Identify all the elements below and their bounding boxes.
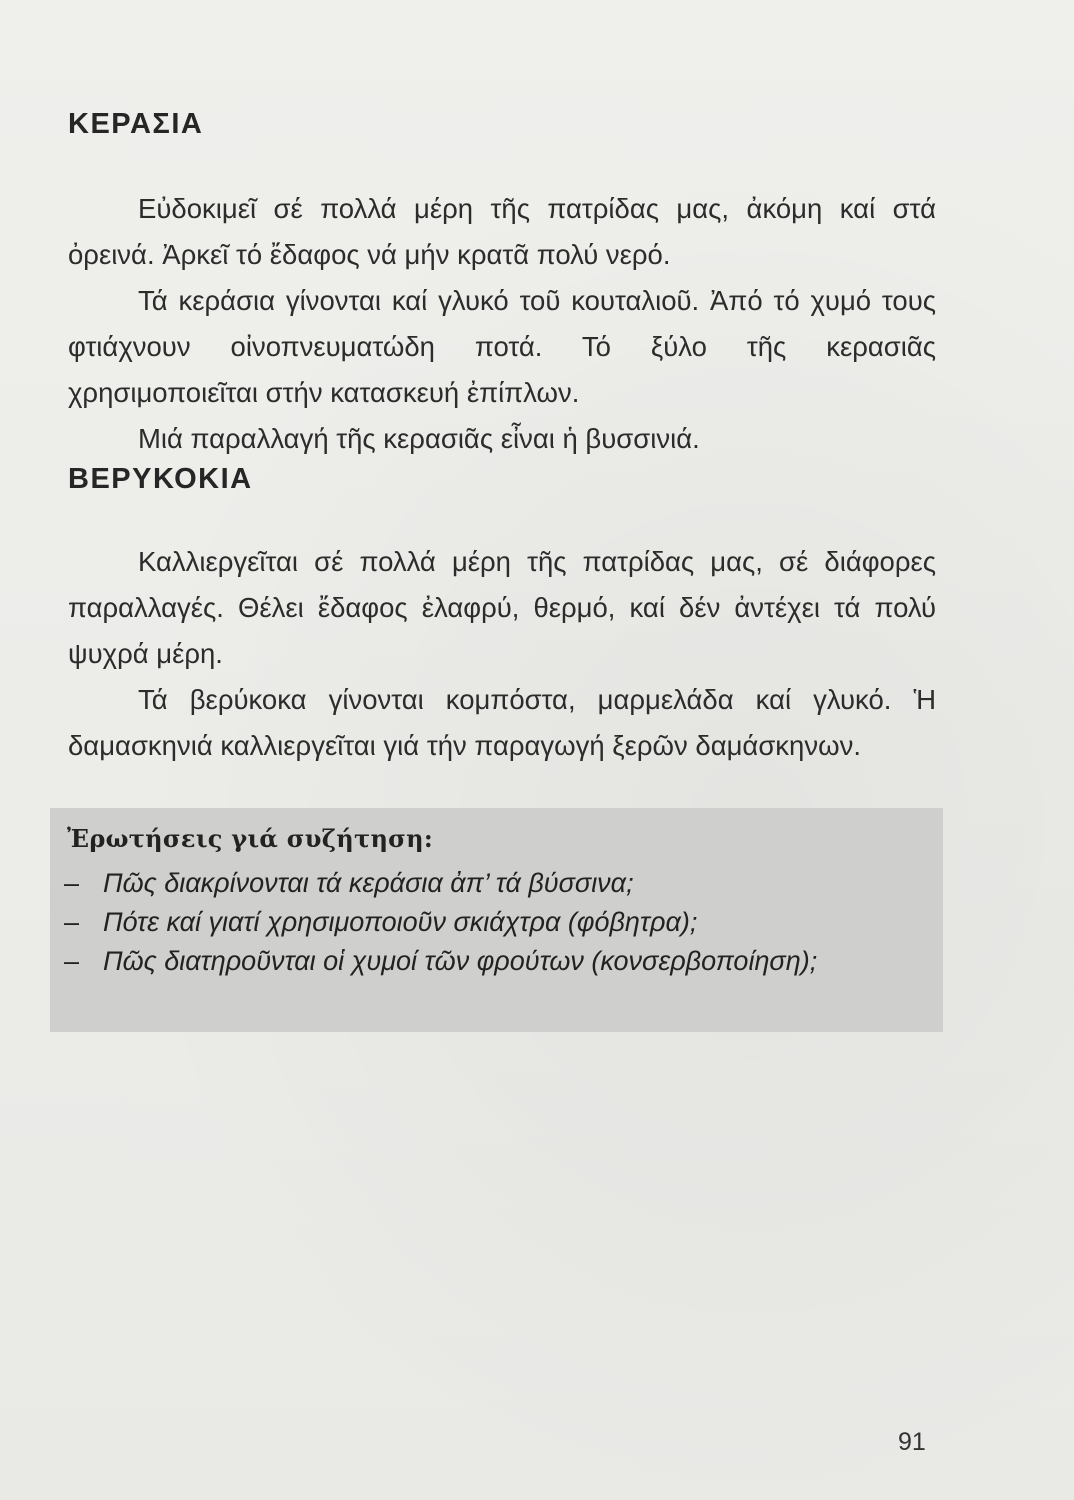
dash-bullet: –: [64, 946, 80, 976]
dash-bullet: –: [64, 868, 80, 898]
questions-list: [64, 864, 926, 981]
heading-cherries: ΚΕΡΑΣΙΑ: [68, 108, 204, 140]
discussion-questions-box: [50, 808, 943, 1032]
cherries-paragraph-3: Μιά παραλλαγή τῆς κερασιᾶς εἶναι ἡ βυσσινιά.: [138, 423, 700, 454]
cherries-text: [68, 186, 936, 462]
question-item: [64, 903, 926, 942]
apricots-text: [68, 539, 936, 769]
questions-title: Ἐρωτήσεις γιά συζήτηση:: [67, 824, 434, 853]
question-text: Πῶς διακρίνονται τά κεράσια ἀπ’ τά βύσσινα;: [103, 868, 634, 898]
question-item: [64, 864, 926, 903]
dash-bullet: –: [64, 907, 80, 937]
question-text: Πῶς διατηροῦνται οἱ χυμοί τῶν φρούτων (κονσερβοποίηση);: [103, 946, 818, 976]
apricots-paragraph-2: Τά βερύκοκα γίνονται κομπόστα, μαρμελάδα καί γλυκό. Ἡ δαμασκηνιά καλλιεργεῖται γιά τήν παραγωγή ξερῶν δαμάσκηνων.: [68, 684, 936, 761]
cherries-paragraph-1: Εὐδοκιμεῖ σέ πολλά μέρη τῆς πατρίδας μας, ἀκόμη καί στά ὀρεινά. Ἀρκεῖ τό ἔδαφος νά μήν κρατᾶ πολύ νερό.: [68, 193, 936, 270]
apricots-paragraph-1: Καλλιεργεῖται σέ πολλά μέρη τῆς πατρίδας μας, σέ διάφορες παραλλαγές. Θέλει ἔδαφος ἐλαφρύ, θερμό, καί δέν ἀντέχει τά πολύ ψυχρά μέρη.: [68, 546, 936, 669]
heading-apricots: ΒΕΡΥΚΟΚΙΑ: [68, 463, 253, 495]
question-text: Πότε καί γιατί χρησιμοποιοῦν σκιάχτρα (φόβητρα);: [103, 907, 698, 937]
cherries-paragraph-2: Τά κεράσια γίνονται καί γλυκό τοῦ κουταλιοῦ. Ἀπό τό χυμό τους φτιάχνουν οἰνοπνευματώδη ποτά. Τό ξύλο τῆς κερασιᾶς χρησιμοποιεῖται στήν κατασκευή ἐπίπλων.: [68, 285, 936, 408]
page-number: 91: [898, 1428, 926, 1456]
question-item: [64, 942, 926, 981]
